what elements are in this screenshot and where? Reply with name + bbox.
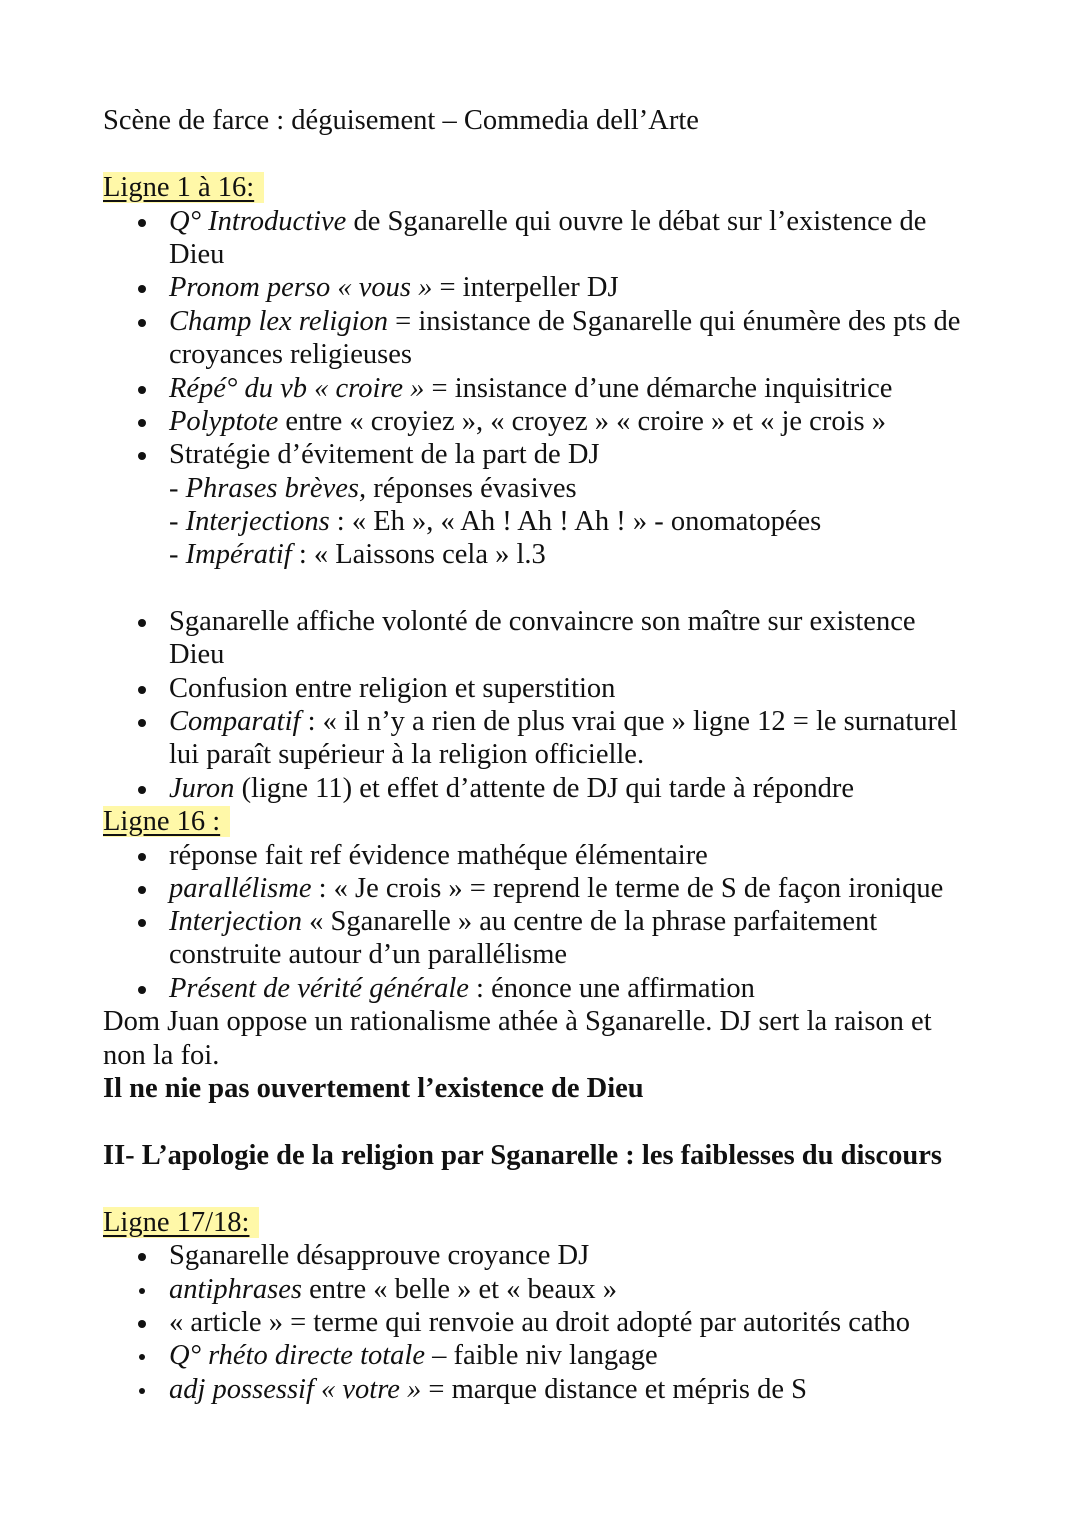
item-text: = insistance d’une démarche inquisitrice (424, 373, 893, 404)
list-item: réponse fait ref évidence mathéque élémentaire (169, 840, 708, 871)
sub-item (169, 505, 821, 539)
paragraph-line: non la foi. (103, 1040, 220, 1071)
list-item (169, 772, 854, 806)
list-item (169, 372, 892, 406)
bullet-icon (136, 1239, 150, 1273)
italic-term: Interjections (185, 506, 330, 537)
list-item: Stratégie d’évitement de la part de DJ (169, 439, 600, 470)
item-text: réponses évasives (366, 473, 577, 504)
italic-term: adj possessif « votre » (169, 1374, 422, 1405)
dash: - (169, 539, 186, 570)
heading-ligne-16 (103, 805, 230, 839)
list-item (169, 872, 943, 906)
list-item (169, 305, 960, 339)
bullet-icon (136, 372, 150, 406)
list-item: « article » = terme qui renvoie au droit adopté par autorités catho (169, 1307, 910, 1338)
bullet-icon (136, 905, 150, 939)
section-title: II- L’apologie de la religion par Sganarelle : les faiblesses du discours (103, 1140, 942, 1171)
dash: - (169, 506, 186, 537)
bullet-icon (136, 705, 150, 739)
item-text: – faible niv langage (424, 1340, 658, 1371)
list-item-continuation: Dieu (169, 639, 225, 670)
list-item: Sganarelle affiche volonté de convaincre son maître sur existence (169, 606, 916, 637)
bullet-icon (136, 205, 150, 239)
italic-term: Champ lex religion (169, 306, 388, 337)
bullet-icon (136, 605, 150, 639)
bullet-icon (136, 305, 150, 339)
list-item (169, 905, 877, 939)
italic-term: Présent de vérité générale (169, 973, 469, 1004)
item-text: : « Eh », « Ah ! Ah ! Ah ! » - onomatopées (329, 506, 822, 537)
item-text: : « il n’y a rien de plus vrai que » ligne 12 = le surnaturel (300, 706, 958, 737)
item-text: (ligne 11) et effet d’attente de DJ qui tarde à répondre (234, 773, 855, 804)
list-item (169, 1339, 658, 1373)
bullet-icon (136, 1339, 150, 1373)
bullet-icon (136, 1373, 150, 1407)
list-item-continuation: lui paraît supérieur à la religion officielle. (169, 739, 645, 770)
dash: - (169, 473, 186, 504)
bullet-icon (136, 839, 150, 873)
item-text: = marque distance et mépris de S (421, 1374, 807, 1405)
italic-term: Impératif (185, 539, 292, 570)
list-item (169, 1373, 807, 1407)
bullet-icon (136, 438, 150, 472)
item-text: : énonce une affirmation (468, 973, 755, 1004)
italic-term: Q° rhéto directe totale (169, 1340, 425, 1371)
bullet-icon (136, 1306, 150, 1340)
bullet-icon (136, 672, 150, 706)
list-item (169, 271, 619, 305)
item-text: entre « croyiez », « croyez » « croire » et « je crois » (278, 406, 886, 437)
item-text: = insistance de Sganarelle qui énumère des pts de (388, 306, 961, 337)
bullet-icon (136, 405, 150, 439)
list-item: Confusion entre religion et superstition (169, 673, 616, 704)
italic-term: antiphrases (169, 1274, 303, 1305)
bullet-icon (136, 972, 150, 1006)
item-text: : « Laissons cela » l.3 (291, 539, 546, 570)
sub-item (169, 472, 577, 506)
heading-ligne-1-16 (103, 171, 264, 205)
italic-term: Pronom perso « vous » (169, 272, 433, 303)
intro-line: Scène de farce : déguisement – Commedia dell’Arte (103, 105, 699, 136)
heading-highlight: Ligne 1 à 16: (103, 172, 264, 203)
list-item-continuation: croyances religieuses (169, 339, 412, 370)
italic-term: Répé° du vb « croire » (169, 373, 425, 404)
list-item: Sganarelle désapprouve croyance DJ (169, 1240, 590, 1271)
item-text: : « Je crois » = reprend le terme de S de façon ironique (311, 873, 944, 904)
italic-term: parallélisme (169, 873, 312, 904)
italic-term: Q° Introductive (169, 206, 347, 237)
item-text: entre « belle » et « beaux » (302, 1274, 617, 1305)
heading-highlight: Ligne 17/18: (103, 1207, 259, 1238)
list-item (169, 405, 886, 439)
list-item (169, 205, 926, 239)
italic-term: Interjection (169, 906, 302, 937)
paragraph-line: Dom Juan oppose un rationalisme athée à Sganarelle. DJ sert la raison et (103, 1006, 932, 1037)
italic-term: Polyptote (169, 406, 279, 437)
italic-term: Juron (169, 773, 235, 804)
list-item-continuation: construite autour d’un parallélisme (169, 939, 568, 970)
heading-ligne-17-18 (103, 1206, 259, 1240)
item-text: de Sganarelle qui ouvre le débat sur l’existence de (346, 206, 927, 237)
item-text: « Sganarelle » au centre de la phrase parfaitement (301, 906, 878, 937)
bold-statement: Il ne nie pas ouvertement l’existence de Dieu (103, 1073, 644, 1104)
bullet-icon (136, 772, 150, 806)
list-item-continuation: Dieu (169, 239, 225, 270)
bullet-icon (136, 1273, 150, 1307)
list-item (169, 972, 755, 1006)
bullet-icon (136, 872, 150, 906)
list-item (169, 1273, 617, 1307)
list-item (169, 705, 958, 739)
bullet-icon (136, 271, 150, 305)
italic-term: Phrases brèves, (185, 473, 367, 504)
sub-item (169, 538, 546, 572)
item-text: = interpeller DJ (432, 272, 619, 303)
heading-highlight: Ligne 16 : (103, 806, 230, 837)
italic-term: Comparatif (169, 706, 301, 737)
